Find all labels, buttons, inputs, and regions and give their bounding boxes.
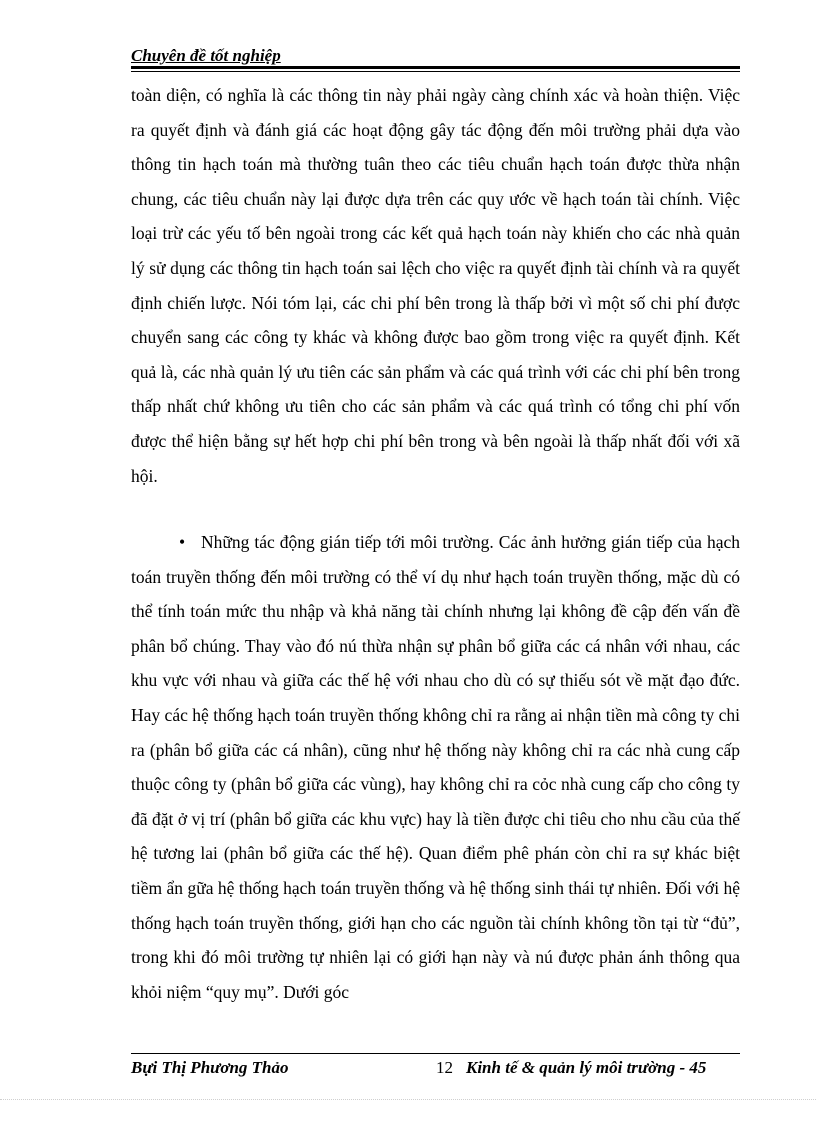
header-rule [131, 66, 740, 69]
footer-course: Kinh tế & quản lý môi trường - 45 [466, 1058, 707, 1077]
bullet-paragraph-text: Những tác động gián tiếp tới môi trường. Các ảnh hưởng gián tiếp của hạch toán truyền thống đến môi trường có thể ví dụ như hạch toán truyền thống, mặc dù có thể tính toán mức thu nhập và khả năng tài chính nhưng lại không đề cập đến vấn đề phân bổ chúng. Thay vào đó nú thừa nhận sự phân bổ giữa các cá nhân với nhau, các khu vực với nhau và giữa các thế hệ với nhau cho dù có sự thiếu sót về mặt đạo đức. Hay các hệ thống hạch toán truyền thống không chỉ ra rằng ai nhận tiền mà công ty chi ra (phân bổ giữa các cá nhân), cũng như hệ thống này không chỉ ra các nhà cung cấp thuộc công ty (phân bổ giữa các vùng), hay không chỉ ra cỏc nhà cung cấp cho công ty đã đặt ở vị trí (phân bổ giữa các khu vực) hay là tiền được chi tiêu cho nhu cầu của thế hệ tương lai (phân bổ giữa các thế hệ). Quan điểm phê phán còn chỉ ra sự khác biệt tiềm ẩn gữa hệ thống hạch toán truyền thống và hệ thống sinh thái tự nhiên. Đối với hệ thống hạch toán truyền thống, giới hạn cho các nguồn tài chính không tồn tại từ “đủ”, trong khi đó môi trường tự nhiên lại có giới hạn này và nú được phản ánh thông qua khỏi niệm “quy mụ”. Dưới góc [131, 532, 740, 1002]
footer-author: Bựi Thị Phương Thảo [131, 1058, 289, 1077]
body-paragraph-1: toàn diện, có nghĩa là các thông tin này phải ngày càng chính xác và hoàn thiện. Việc ra quyết định và đánh giá các hoạt động gây tác động đến môi trường phải dựa vào thông tin hạch toán mà thường tuân theo các tiêu chuẩn hạch toán được thừa nhận chung, các tiêu chuẩn này lại được dựa trên các quy ước về hạch toán tài chính. Việc loại trừ các yếu tố bên ngoài trong các kết quả hạch toán này khiến cho các nhà quản lý sử dụng các thông tin hạch toán sai lệch cho việc ra quyết định tài chính và ra quyết định chiến lược. Nói tóm lại, các chi phí bên trong là thấp bởi vì một số chi phí được chuyển sang các công ty khác và không được bao gồm trong việc ra quyết định. Kết quả là, các nhà quản lý ưu tiên các sản phẩm và các quá trình với các chi phí bên trong thấp nhất chứ không ưu tiên cho các sản phẩm và các quá trình có tổng chi phí vốn được thể hiện bằng sự hết hợp chi phí bên trong và bên ngoài là thấp nhất đối với xã hội. [131, 85, 740, 486]
footer-rule [131, 1053, 740, 1054]
bullet-icon: • [179, 532, 186, 552]
header-rule-thin [131, 71, 740, 72]
header-title: Chuyên đề tốt nghiệp [131, 46, 281, 65]
body-paragraph-2 [131, 525, 740, 1009]
footer-page-number: 12 [436, 1058, 453, 1077]
page-boundary [0, 1099, 816, 1100]
